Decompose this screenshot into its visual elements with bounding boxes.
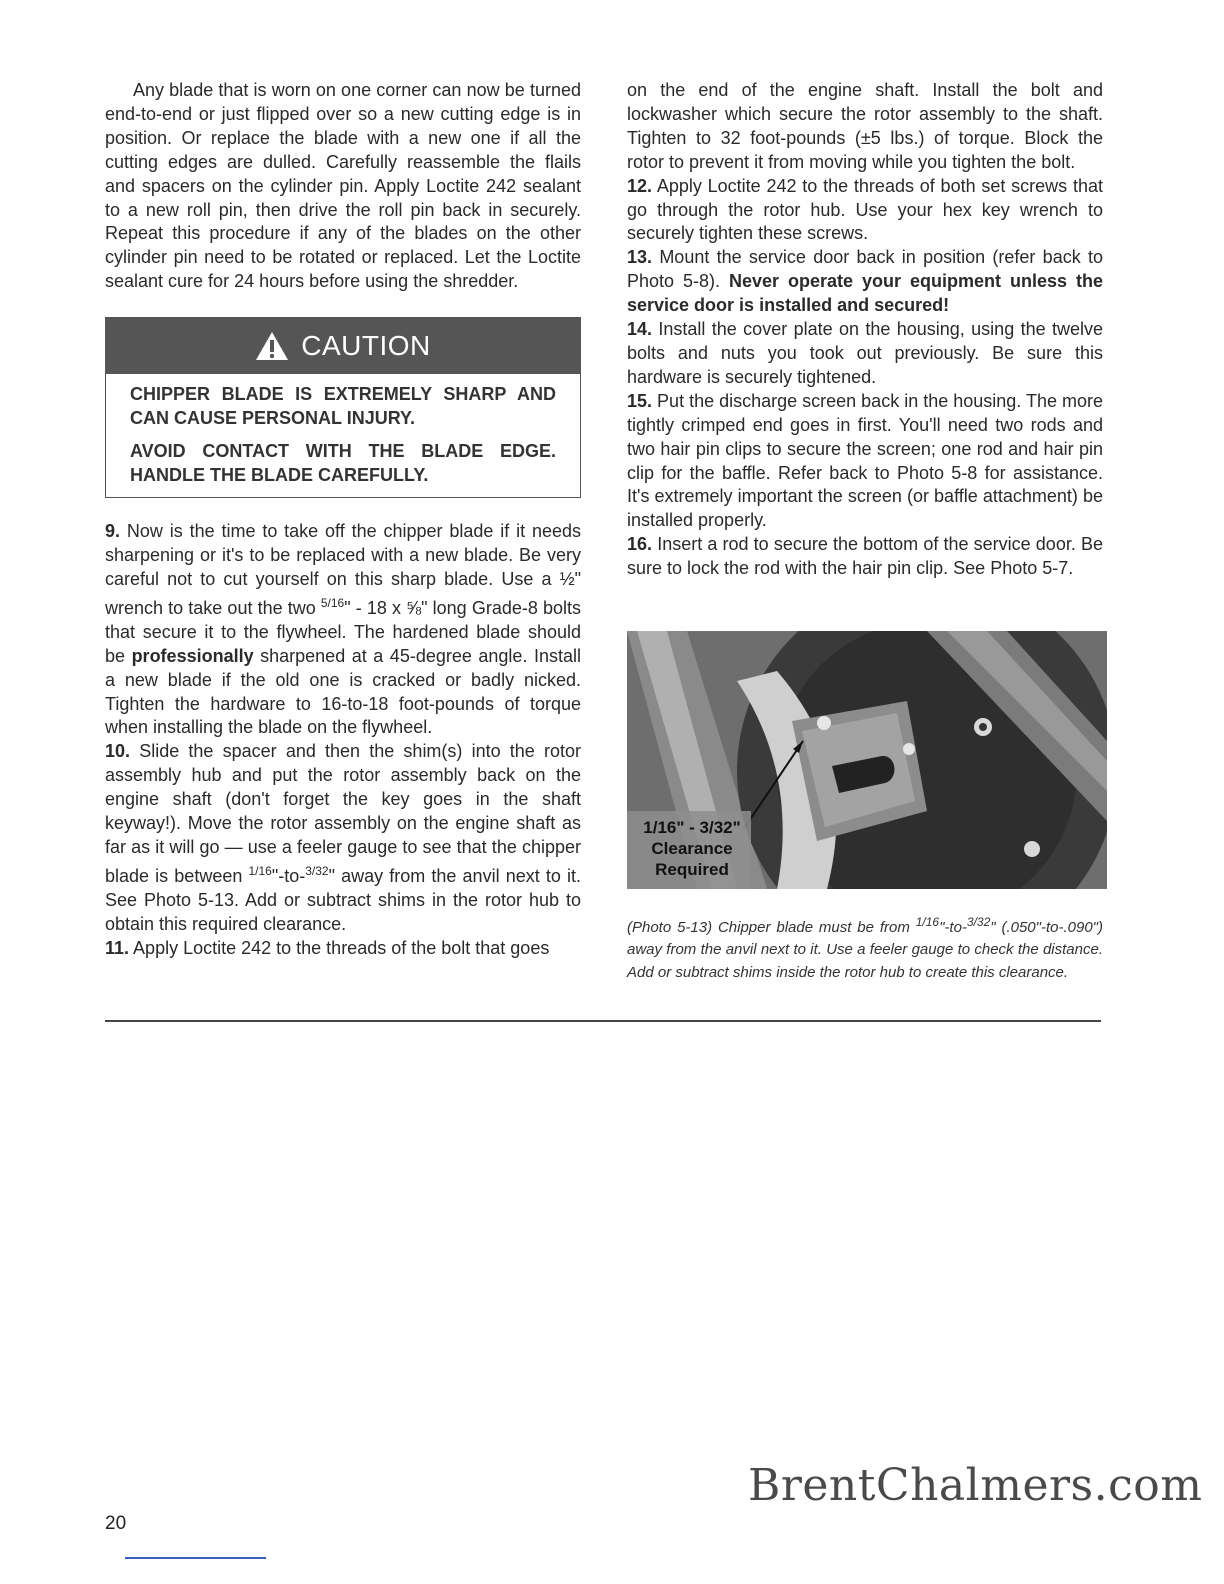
- clearance-label-line-3: Required: [655, 860, 729, 879]
- step-13-warning: Never operate your equipment unless the service door is installed and secured!: [627, 271, 1103, 316]
- clearance-label-line-1: 1/16" - 3/32": [643, 818, 741, 837]
- caution-header: [106, 318, 580, 374]
- step-16-text: Insert a rod to secure the bottom of the service door. Be sure to lock the rod with the hair pin clip. See Photo 5-7.: [627, 534, 1103, 579]
- step-14: [627, 318, 1103, 390]
- step-12-number: 12.: [627, 175, 653, 196]
- caution-body: [106, 374, 580, 497]
- photo-caption: [627, 911, 1103, 984]
- step-11-text: Apply Loctite 242 to the threads of the bolt that goes: [133, 937, 550, 958]
- step-11: [105, 937, 581, 961]
- caption-fraction-1: 1/16: [915, 915, 940, 929]
- intro-paragraph: Any blade that is worn on one corner can now be turned end-to-end or just flipped over so a new cutting edge is in position. Or replace the blade with a new one if all the cutting edges are dulled. Carefully reassemble the flails and spacers on the cylinder pin. Apply Loctite 242 sealant to a new roll pin, then drive the roll pin back in securely. Repeat this procedure if any of the blades on the other cylinder pin need to be rotated or replaced. Let the Loctite sealant cure for 24 hours before using the shredder.: [105, 80, 581, 292]
- step-13-number: 13.: [627, 247, 653, 268]
- step-14-number: 14.: [627, 319, 653, 340]
- step-10-fraction-2: 3/32: [305, 863, 329, 878]
- step-15: [627, 390, 1103, 533]
- step-10-mid: "-to-: [271, 865, 306, 886]
- page-number: 20: [105, 1513, 127, 1534]
- caution-line-2: AVOID CONTACT WITH THE BLADE EDGE. HANDLE THE BLADE CAREFULLY.: [130, 441, 556, 486]
- step-9-fraction: 5/16: [320, 595, 345, 610]
- clearance-label-line-2: Clearance: [651, 839, 733, 858]
- left-column: [105, 79, 581, 960]
- continued-paragraph: on the end of the engine shaft. Install the bolt and lockwasher which secure the rotor assembly to the shaft. Tighten to 32 foot-pounds (±5 lbs.) of torque. Block the rotor to prevent it from moving while you tighten the bolt.: [627, 80, 1103, 172]
- watermark: BrentChalmers.com: [748, 1460, 1203, 1511]
- step-14-text: Install the cover plate on the housing, using the twelve bolts and nuts you took out previously. Be sure this hardware is securely tightened.: [627, 319, 1103, 387]
- step-15-text: Put the discharge screen back in the housing. The more tightly crimped end goes in first. You'll need two rods and two hair pin clips to secure the screen; one rod and hair pin clip for the baffle. Refer back to Photo 5-8 for assistance. It's extremely important the screen (or baffle attachment) be installed properly.: [627, 390, 1103, 531]
- step-12-text: Apply Loctite 242 to the threads of both set screws that go through the rotor hub. Use your hex key wrench to securely tighten these screws.: [627, 175, 1103, 244]
- step-10: [105, 740, 581, 936]
- step-13: [627, 246, 1103, 318]
- caution-box: [105, 317, 581, 498]
- caution-title: CAUTION: [301, 330, 431, 362]
- caution-line-1: CHIPPER BLADE IS EXTREMELY SHARP AND CAN CAUSE PERSONAL INJURY.: [130, 384, 556, 429]
- step-9-bold: professionally: [131, 645, 254, 666]
- link-underline: [125, 1557, 266, 1559]
- caption-mid: "-to-: [939, 919, 967, 936]
- caption-fraction-2: 3/32: [966, 915, 991, 929]
- step-13-text: Mount the service door back in position (refer back to Photo 5-8).: [627, 247, 1103, 292]
- caption-text-2: " (.050"-to-.090") away from the anvil next to it. Use a feeler gauge to check the distance. Add or subtract shims inside the rotor hub to create this clearance.: [627, 919, 1103, 981]
- photo-5-13: [627, 631, 1107, 889]
- step-10-number: 10.: [105, 741, 131, 762]
- section-divider: [105, 1020, 1101, 1022]
- step-10-text-2: " away from the anvil next to it. See Photo 5-13. Add or subtract shims in the rotor hub to obtain this required clearance.: [105, 865, 581, 934]
- caption-text-1: (Photo 5-13) Chipper blade must be from: [627, 919, 916, 936]
- step-9: [105, 520, 581, 740]
- step-9-text-3: sharpened at a 45-degree angle. Install a new blade if the old one is cracked or badly nicked. Tighten the hardware to 16-to-18 foot-pounds of torque when installing the blade on the flywheel.: [105, 645, 581, 738]
- step-10-text-1: Slide the spacer and then the shim(s) into the rotor assembly hub and put the rotor assembly back on the engine shaft (don't forget the key goes in the shaft keyway!). Move the rotor assembly on the engine shaft as far as it will go — use a feeler gauge to see that the chipper blade is between: [105, 741, 581, 886]
- step-12: [627, 175, 1103, 247]
- step-15-number: 15.: [627, 390, 653, 411]
- step-9-text-1: Now is the time to take off the chipper blade if it needs sharpening or it's to be replaced with a new blade. Be very careful not to cut yourself on this sharp blade. Use a ½" wrench to take out the two: [105, 521, 581, 618]
- right-column: [627, 79, 1103, 581]
- step-9-text-2: " - 18 x ⅝" long Grade-8 bolts that secure it to the flywheel. The hardened blade should be: [105, 597, 581, 666]
- step-9-number: 9.: [105, 521, 121, 542]
- step-11-number: 11.: [105, 937, 130, 958]
- warning-triangle-icon: [255, 331, 289, 361]
- clearance-label: [637, 817, 747, 880]
- step-16: [627, 533, 1103, 581]
- step-10-fraction-1: 1/16: [248, 863, 272, 878]
- step-16-number: 16.: [627, 534, 653, 555]
